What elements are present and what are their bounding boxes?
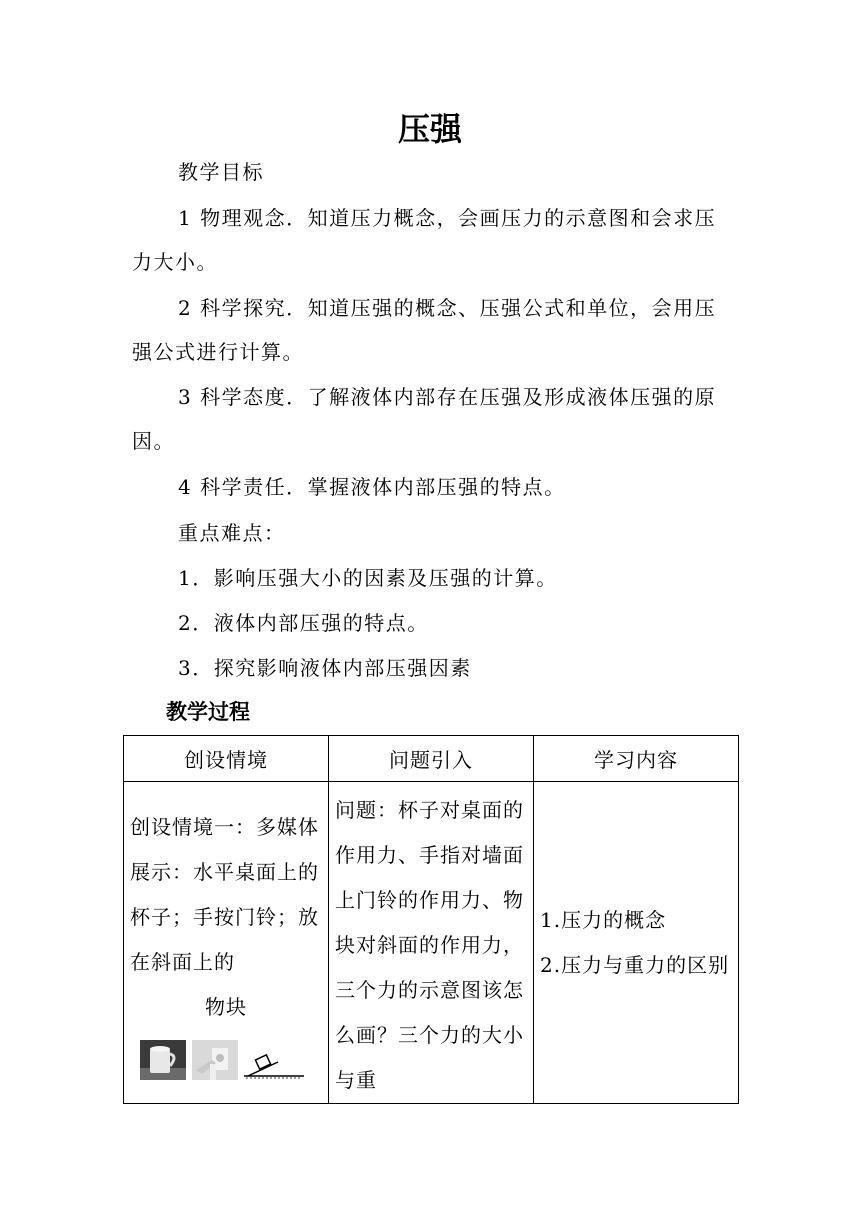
- incline-block-icon: [244, 1040, 304, 1080]
- key-point-item: 3．探究影响液体内部压强因素: [178, 656, 472, 680]
- question-cell: [329, 782, 534, 1104]
- objective-item: 4 科学责任．掌握液体内部压强的特点。: [178, 475, 566, 499]
- key-point-item: 2．液体内部压强的特点。: [178, 611, 429, 635]
- teaching-process-table: [123, 735, 739, 1104]
- key-point-item: 1．影响压强大小的因素及压强的计算。: [178, 566, 558, 590]
- scenario-images: [130, 1036, 322, 1080]
- question-text: 问题：杯子对桌面的作用力、手指对墙面上门铃的作用力、物块对斜面的作用力，三个力的示意图该怎么画？三个力的大小与重: [335, 798, 524, 1092]
- key-points-heading: 重点难点：: [178, 521, 286, 545]
- scenario-text: 创设情境一：多媒体展示：水平桌面上的杯子；手按门铃；放在斜面上的: [130, 815, 319, 974]
- table-row: [124, 782, 739, 1104]
- table-header-row: [124, 736, 739, 782]
- objective-item: 1 物理观念．知道压力概念，会画压力的示意图和会求压力大小。: [132, 206, 717, 274]
- column-header-content: 学习内容: [534, 736, 739, 782]
- scenario-cell: [124, 782, 329, 1104]
- doorbell-photo-icon: [192, 1040, 238, 1080]
- content-item: 2.压力与重力的区别: [540, 952, 730, 977]
- content-item: 1.压力的概念: [540, 907, 667, 932]
- objective-item: 2 科学探究．知道压强的概念、压强公式和单位，会用压强公式进行计算。: [132, 296, 717, 364]
- scenario-text-tail: 物块: [205, 995, 247, 1019]
- process-heading: 教学过程: [166, 700, 250, 724]
- column-header-scenario: 创设情境: [124, 736, 329, 782]
- content-cell: [534, 782, 739, 1104]
- column-header-question: 问题引入: [329, 736, 534, 782]
- objectives-heading: 教学目标: [178, 160, 264, 184]
- objective-item: 3 科学态度．了解液体内部存在压强及形成液体压强的原因。: [132, 385, 717, 453]
- cup-photo-icon: [140, 1040, 186, 1080]
- document-title: 压强: [397, 110, 462, 148]
